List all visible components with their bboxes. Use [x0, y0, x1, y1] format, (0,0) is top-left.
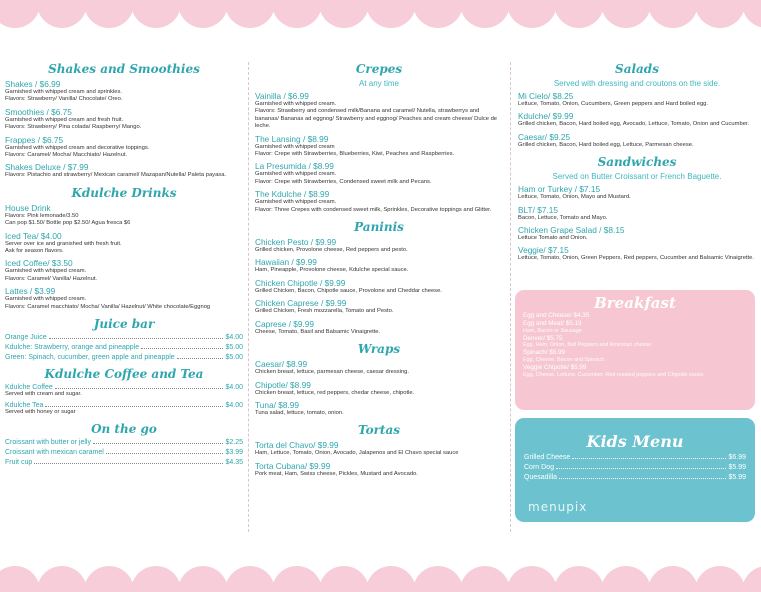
item-price: $5.00: [225, 354, 243, 362]
menu-column-1: [5, 56, 243, 466]
scallop-shape: [225, 566, 275, 592]
item-name: Spinach/ $5.99: [523, 349, 566, 357]
section-title: Shakes and Smoothies: [48, 62, 200, 76]
scallop-shape: [131, 0, 181, 28]
item-name: Hawaiian / $9.99: [255, 257, 317, 268]
menu-row: [515, 474, 755, 481]
item-description: Grilled chicken, Bacon, Hard boiled egg, Lettuce, Parmesan cheese.: [518, 141, 694, 148]
section-title: Paninis: [354, 220, 404, 235]
column-divider: [510, 62, 511, 532]
item-name: Vainilla / $6.99: [255, 91, 309, 101]
item-description: Grilled Chicken, Bacon, Chipotle sauce, Provolone and Cheddar cheese.: [255, 287, 442, 294]
item-description: Flavors: Pistachio and strawberry/ Mexican caramel/ Mazapan/Nutella/ Paleta payasa.: [5, 172, 227, 179]
dotted-leader: [49, 338, 224, 339]
item-description: Egg, Ham, Onion, Bell Peppers and American cheese.: [523, 342, 653, 349]
item-name: Orange Juice: [5, 334, 47, 342]
item-name: Croissant with mexican caramel: [5, 448, 104, 456]
menu-row: [515, 464, 755, 471]
section-subtitle: Served on Butter Croissant or French Baguette.: [552, 172, 722, 182]
item-price: $5.99: [728, 474, 746, 481]
section-title: Tortas: [358, 423, 400, 438]
scallop-shape: [695, 566, 745, 592]
item-name: Chicken Chipotle / $9.99: [255, 277, 346, 288]
section-salads: [518, 62, 756, 149]
column-divider: [248, 62, 249, 532]
menu-row: [5, 334, 243, 341]
item-name: Shakes / $6.99: [5, 79, 61, 89]
item-description: Garnished with whipped cream. Flavors: Strawberry and condensed milk/Banana and caramel/ Nutella, strawberrys and bananas/ Bananas ad eggnog/ Strawberry and eggnog/ Peaches and cream cheese/ Dulce de leche.: [255, 101, 498, 130]
section-on-the-go: [5, 422, 243, 466]
item-list: [255, 440, 503, 478]
item-description: Tuna salad, lettuce, tomato, onion.: [255, 409, 344, 416]
item-name: Croissant with butter or jelly: [5, 438, 91, 446]
item-name: Veggie/ $7.15: [518, 245, 569, 256]
menu-column-3: [518, 56, 756, 263]
item-price: $4.00: [225, 334, 243, 342]
scallop-shape: [84, 566, 134, 592]
menupix-logo: menupix: [528, 500, 588, 514]
item-name: Caesar/ $8.99: [255, 359, 308, 370]
scallop-shape: [648, 0, 698, 28]
item-name: Tuna/ $8.99: [255, 399, 299, 410]
menu-row: [5, 402, 243, 409]
dotted-leader: [572, 458, 726, 459]
item-name: Kdulche/ $9.99: [518, 111, 574, 122]
scallop-shape: [131, 566, 181, 592]
item-description: Lettuce, Tomato, Onion, Cucumbers, Green peppers and Hard boiled egg.: [518, 101, 709, 107]
item-name: Chicken Grape Salad / $8.15: [518, 225, 625, 236]
item-price: $2.25: [225, 438, 243, 446]
dotted-leader: [559, 478, 726, 479]
item-name: House Drink: [5, 202, 51, 213]
item-description: Garnished with whipped cream. Flavor: Three Crepes with condensed sweet milk, Sprinkles, Decorative toppings and Glitter.: [255, 199, 492, 213]
item-name: Corn Dog: [524, 464, 554, 471]
scallop-shape: [554, 566, 604, 592]
item-price: $5.99: [728, 464, 746, 471]
section-title: Wraps: [357, 342, 401, 357]
section-subtitle: Served with dressing and croutons on the side.: [553, 79, 721, 88]
section-wraps: [255, 342, 503, 417]
item-name: Ham or Turkey / $7.15: [518, 184, 601, 195]
scallop-shape: [742, 566, 761, 592]
scallop-shape: [272, 566, 322, 592]
item-list: [515, 312, 755, 379]
scallop-shape: [366, 0, 416, 28]
item-description: Garnished with whipped cream and decorative toppings. Flavors: Caramel/ Mocha/ Macchiato/ Hazelnut.: [5, 144, 150, 159]
item-name: Smoothies / $6.75: [5, 106, 72, 117]
scallop-shape: [507, 566, 557, 592]
scallop-shape: [37, 0, 87, 28]
dotted-leader: [45, 406, 223, 407]
item-description: Ham, Bacon or Sausage: [523, 327, 582, 334]
item-name: Torta del Chavo/ $9.99: [255, 440, 339, 451]
menu-row: [5, 344, 243, 351]
item-name: Chipotle/ $8.99: [255, 379, 311, 390]
scallop-shape: [178, 566, 228, 592]
item-price: $5.00: [225, 344, 243, 352]
item-list: [5, 384, 243, 416]
dotted-leader: [55, 388, 224, 389]
section-title: On the go: [91, 421, 157, 436]
item-name: Frappes / $6.75: [5, 134, 64, 145]
item-name: Iced Tea/ $4.00: [5, 230, 62, 241]
item-name: Chicken Caprese / $9.99: [255, 298, 347, 309]
section-juice-bar: [5, 317, 243, 361]
top-scallop-border: [0, 0, 761, 40]
scallop-shape: [0, 566, 40, 592]
scallop-shape: [695, 0, 745, 28]
bottom-scallop-border: [0, 552, 761, 592]
section-crepes: [255, 62, 503, 214]
item-price: $4.35: [225, 458, 243, 466]
scallop-shape: [648, 566, 698, 592]
scallop-shape: [460, 566, 510, 592]
item-price: $6.99: [728, 454, 746, 461]
scallop-shape: [178, 0, 228, 28]
item-name: Fruit cup: [5, 458, 33, 466]
item-description: Pork meat, Ham, Swiss cheese, Pickles, Mustard and Avocado.: [255, 470, 418, 477]
item-description: Ham, Lettuce, Tomato, Onion, Avocado, Jalapenos and El Chavo special sauce: [255, 450, 459, 457]
item-description: Ham, Pineapple, Provolone cheese, Kdulche special sauce.: [255, 267, 409, 274]
scallop-shape: [742, 0, 761, 28]
item-name: La Presumida / $8.99: [255, 161, 334, 172]
section-title: Sandwiches: [597, 155, 677, 170]
scallop-shape: [225, 0, 275, 28]
item-name: Lattes / $3.99: [5, 286, 56, 297]
item-description: Cheese, Tomato, Basil and Balsamic Vinaigrette.: [255, 328, 381, 335]
item-name: Egg and Meat/ $5.19: [523, 319, 582, 327]
item-name: Veggie Chipotle/ $5.99: [523, 364, 587, 372]
scallop-shape: [37, 566, 87, 592]
item-list: [255, 91, 503, 214]
scallop-shape: [413, 0, 463, 28]
item-description: Lettuce, Tomato, Onion, Green Peppers, Red peppers, Cucumber and Balsamic Vinaigrette.: [518, 255, 754, 262]
item-list: [5, 203, 243, 311]
item-description: Grilled chicken, Bacon, Hard boiled egg, Avocado, Lettuce, Tomato, Onion and Cucumber.: [518, 121, 750, 128]
item-description: Garnished with whipped cream and fresh fruit. Flavors: Strawberry/ Pina colada/ Raspberry/ Mango.: [5, 116, 142, 131]
item-name: The Lansing / $8.99: [255, 133, 329, 144]
menu-row: [5, 439, 243, 446]
dotted-leader: [106, 453, 224, 454]
item-description: Garnished with whipped cream. Flavor: Crepe with Strawberries, Condensed sweet milk and Pecans.: [255, 171, 432, 185]
item-description: Garnished with whipped cream Flavor: Crepe with Strawberries, Blueberries, Kiwi, Peaches and Raspberries.: [255, 143, 455, 158]
item-description: Lettuce Tomato and Onion.: [518, 235, 588, 242]
item-price: $4.00: [225, 384, 243, 392]
section-title: Juice bar: [93, 317, 155, 332]
menu-column-2: [255, 56, 503, 478]
section-subtitle: At any time: [358, 79, 399, 88]
item-name: The Kdulche / $8.99: [255, 189, 330, 200]
item-description: Garnished with whipped cream. Flavors: Caramel macchiato/ Mocha/ Vanilla/ Hazelnut/ White chocolate/Eggnog: [5, 296, 211, 310]
breakfast-panel: [515, 290, 755, 410]
item-description: Egg, Cheese, Lettuce, Cucumber, Red roasted peppers and Chipotle sauce.: [523, 371, 705, 378]
section-sandwiches: [518, 155, 756, 263]
section-title: Crepes: [355, 62, 403, 76]
scallop-shape: [507, 0, 557, 28]
section-coffee-tea: [5, 367, 243, 416]
menu-row: [5, 449, 243, 456]
item-list: [255, 237, 503, 336]
scallop-shape: [0, 0, 40, 28]
section-kdulche-drinks: [5, 186, 243, 311]
item-name: Torta Cubana/ $9.99: [255, 460, 331, 471]
item-description: Garnished with whipped cream. Flavors: Caramel/ Vanilla/ Hazelnut.: [5, 268, 98, 282]
item-description: Grilled Chicken, Fresh mozzarella, Tomato and Pesto.: [255, 308, 394, 315]
dotted-leader: [34, 463, 223, 464]
item-list: [518, 91, 756, 149]
dotted-leader: [141, 348, 223, 349]
item-name: Mi Cielo/ $8.25: [518, 91, 574, 101]
item-description: Garnished with whipped cream and sprinkles. Flavors: Strawberry/ Vanilla/ Chocolate/ Oreo.: [5, 89, 123, 103]
section-paninis: [255, 220, 503, 336]
dotted-leader: [93, 443, 223, 444]
scallop-shape: [366, 566, 416, 592]
item-name: Quesadilla: [524, 474, 558, 481]
item-price: $3.99: [225, 448, 243, 456]
scallop-shape: [554, 0, 604, 28]
section-tortas: [255, 423, 503, 478]
dotted-leader: [556, 468, 727, 469]
item-name: Caesar/ $9.25: [518, 131, 571, 142]
item-description: Chicken breast, lettuce, parmesan cheese, caesar dressing.: [255, 369, 410, 376]
item-description: Chicken breast, lettuce, red peppers, chedar cheese, chipotle.: [255, 389, 415, 396]
item-name: Green: Spinach, cucumber, green apple and pineapple: [5, 354, 175, 362]
item-name: Kdulche Coffee: [5, 384, 53, 392]
item-list: [5, 79, 243, 180]
item-list: [515, 454, 755, 481]
item-list: [5, 334, 243, 361]
item-description: Lettuce, Tomato, Onion, Mayo and Mustard.: [518, 194, 631, 201]
item-name: Iced Coffee/ $3.50: [5, 258, 73, 269]
scallop-shape: [413, 566, 463, 592]
menu-row: [515, 454, 755, 461]
item-name: BLT/ $7.15: [518, 204, 558, 215]
item-description: Grilled chicken, Provolone cheese, Red peppers and pesto.: [255, 247, 408, 254]
section-title: Kdulche Coffee and Tea: [44, 367, 204, 382]
scallop-shape: [84, 0, 134, 28]
scallop-shape: [460, 0, 510, 28]
menu-row: [5, 384, 243, 391]
item-name: Kdulche: Strawberry, orange and pineapple: [5, 344, 140, 352]
item-name: Chicken Pesto / $9.99: [255, 237, 337, 248]
item-name: Grilled Cheese: [524, 454, 571, 461]
item-description: Egg, Cheese, Bacon and Spinach.: [523, 357, 606, 364]
section-shakes: [5, 62, 243, 180]
menu-row: [5, 354, 243, 361]
dotted-leader: [177, 358, 224, 359]
item-name: Caprese / $9.99: [255, 318, 315, 329]
menu-row: [5, 459, 243, 466]
item-name: Shakes Deluxe / $7.99: [5, 162, 89, 173]
item-price: $4.00: [225, 401, 243, 409]
item-list: [255, 359, 503, 417]
scallop-shape: [319, 566, 369, 592]
item-description: Served with cream and sugar.: [5, 391, 82, 398]
section-title: Salads: [615, 62, 659, 76]
item-list: [518, 184, 756, 263]
item-name: Egg and Cheese/ $4.35: [523, 312, 590, 319]
section-title: Breakfast: [594, 294, 676, 312]
item-name: Kdulche Tea: [5, 401, 44, 409]
section-title: Kids Menu: [586, 432, 684, 451]
section-title: Kdulche Drinks: [71, 185, 177, 200]
item-description: Flavors: Pink lemonade/3.50 Can pop $1.50/ Bottle pop $2.50/ Agua fresca $6: [5, 212, 131, 227]
scallop-shape: [272, 0, 322, 28]
item-description: Served with honey or sugar: [5, 408, 76, 415]
item-description: Bacon, Lettuce, Tomato and Mayo.: [518, 214, 608, 221]
item-list: [5, 439, 243, 466]
item-name: Denver/ $5.75: [523, 334, 563, 342]
scallop-shape: [319, 0, 369, 28]
scallop-shape: [601, 566, 651, 592]
scallop-shape: [601, 0, 651, 28]
item-description: Server over ice and granished with fresh fruit. Ask for season flavors.: [5, 240, 122, 255]
